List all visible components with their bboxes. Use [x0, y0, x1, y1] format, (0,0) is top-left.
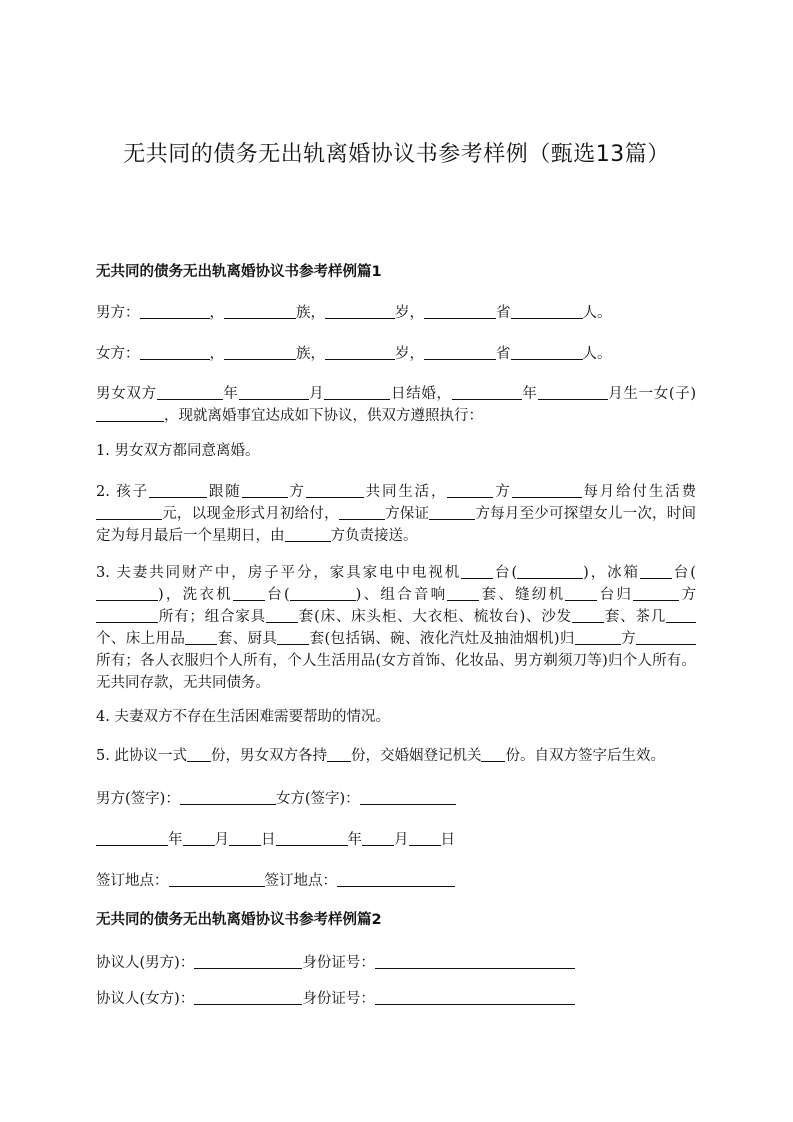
section-1-heading: 无共同的债务无出轨离婚协议书参考样例篇1: [96, 264, 382, 280]
document-title: 无共同的债务无出轨离婚协议书参考样例（甄选13篇）: [123, 142, 670, 167]
marriage-paragraph: 男女双方 年 月 日结婚， 年 月生一女(子)，现就离婚事宜达成如下协议，供双方遵照执行：: [96, 386, 697, 424]
item-5: 5. 此协议一式 份，男女双方各持 份，交婚姻登记机关 份。自双方签字后生效。: [96, 748, 665, 764]
female-info-line: 女方： ， 族， 岁， 省 人。: [96, 346, 612, 362]
male-info-line: 男方： ， 族， 岁， 省 人。: [96, 305, 612, 321]
section-2-heading: 无共同的债务无出轨离婚协议书参考样例篇2: [96, 912, 382, 928]
signing-place-line: 签订地点： 签订地点：: [96, 870, 455, 892]
party-female-line: 协议人(女方)： 身份证号：: [96, 988, 575, 1010]
item-4: 4. 夫妻双方不存在生活困难需要帮助的情况。: [96, 709, 390, 725]
item-2-paragraph: 2. 孩子 跟随 方 共同生活， 方 每月给付生活费元，以现金形式月初给付， 方保证 方每月至少可探望女儿一次，时间定为每月最后一个星期日，由 方负责接送。: [96, 484, 697, 544]
item-1: 1. 男女双方都同意离婚。: [96, 443, 260, 459]
item-3-paragraph: 3. 夫妻共同财产中，房子平分，家具家电中电视机 台( )，冰箱 台()，洗衣机 台( )、组合音响 套、缝纫机 台归 方所有；组合家具 套(床、床头柜、大衣柜、梳妆台)、沙发 套、茶几个、床上用品 套、厨具 套(包括锅、碗、液化汽灶及抽油烟机)归 方所有；各人衣服归个人所有，个人生活用品(女方首饰、化妆品、男方剃须刀等)归个人所有。无共同存款，无共同债务。: [96, 565, 696, 691]
signature-line: 男方(签字)： 女方(签字)：: [96, 788, 456, 810]
party-male-line: 协议人(男方)： 身份证号：: [96, 952, 575, 974]
date-line: 年 月 日 年 月 日: [96, 829, 455, 851]
